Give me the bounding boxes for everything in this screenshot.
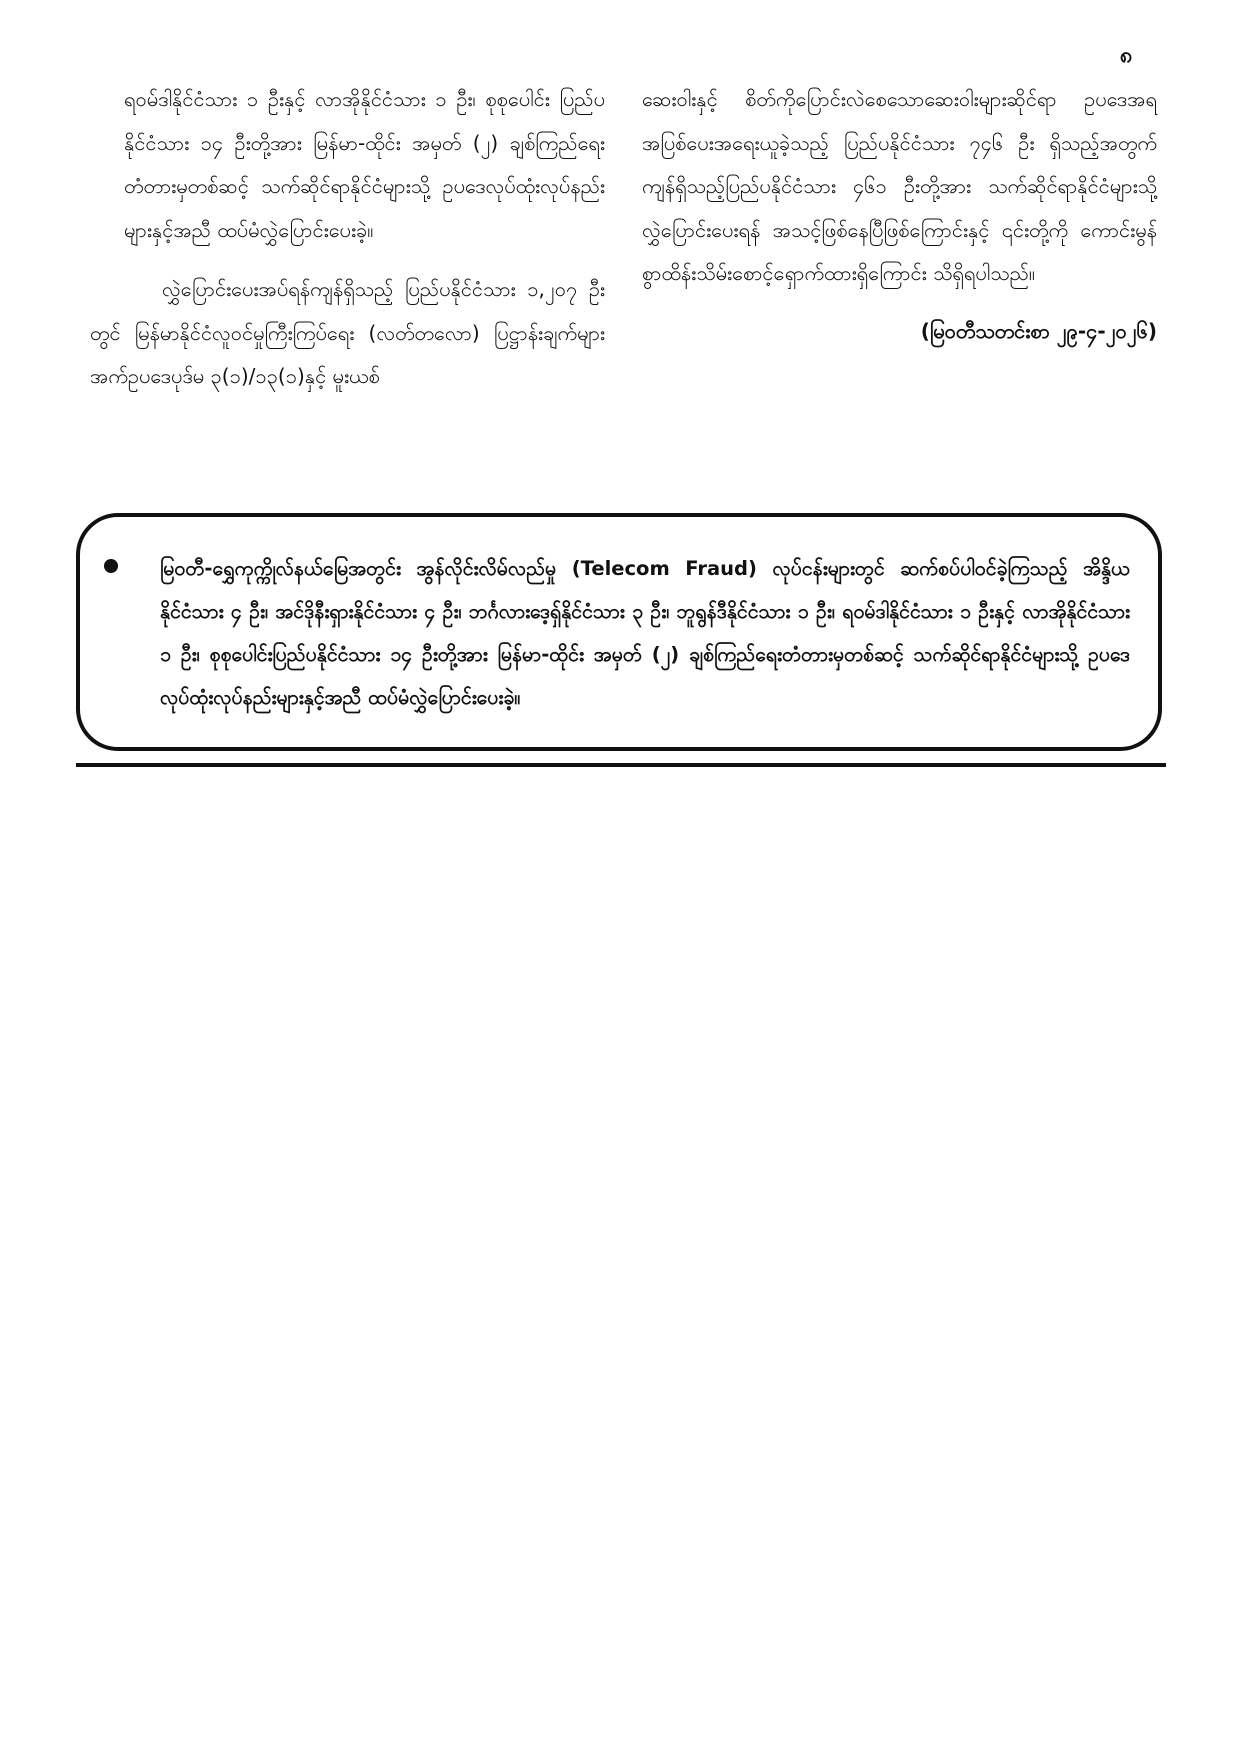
highlight-summary-box [76, 513, 1162, 751]
bottom-divider [76, 763, 1166, 767]
page-number: ၈ [1120, 43, 1133, 68]
bullet-icon [104, 559, 118, 573]
left-paragraph-2: လွှဲပြောင်းပေးအပ်ရန်ကျန်ရှိသည့် ပြည်ပနိုင်ငံသား ၁,၂၀၇ ဦးတွင် မြန်မာနိုင်ငံလူဝင်မှုကြီးကြပ်ရေး (လတ်တလော) ပြဋ္ဌာန်းချက်များအက်ဥပဒေပုဒ်မ ၃(၁)/၁၃(၁)နှင့် မူးယစ် [90, 277, 605, 388]
right-column [642, 78, 1157, 498]
left-column [90, 78, 605, 498]
source-citation: (မြဝတီသတင်းစာ ၂၉-၄-၂၀၂၆) [920, 318, 1157, 343]
right-paragraph-1: ဆေးဝါးနှင့် စိတ်ကိုပြောင်းလဲစေသောဆေးဝါးများဆိုင်ရာ ဥပဒေအရ အပြစ်ပေးအရေးယူခဲ့သည့် ပြည်ပနိုင်ငံသား ၇၄၆ ဦး ရှိသည့်အတွက် ကျန်ရှိသည့်ပြည်ပနိုင်ငံသား ၄၆၁ ဦးတို့အား သက်ဆိုင်ရာနိုင်ငံများသို့ လွှဲပြောင်းပေးရန် အသင့်ဖြစ်နေပြီဖြစ်ကြောင်းနှင့် ၎င်းတို့ကို ကောင်းမွန်စွာထိန်းသိမ်းစောင့်ရှောက်ထားရှိကြောင်း သိရှိရပါသည်။ [642, 87, 1157, 285]
left-paragraph-1: ရဝမ်ဒါနိုင်ငံသား ၁ ဦးနှင့် လာအိုနိုင်ငံသား ၁ ဦး၊ စုစုပေါင်း ပြည်ပနိုင်ငံသား ၁၄ ဦးတို့အား မြန်မာ-ထိုင်း အမှတ် (၂) ချစ်ကြည်ရေးတံတားမှတစ်ဆင့် သက်ဆိုင်ရာနိုင်ငံများသို့ ဥပဒေလုပ်ထုံးလုပ်နည်းများနှင့်အညီ ထပ်မံလွှဲပြောင်းပေးခဲ့။ [124, 87, 605, 242]
article-columns [90, 78, 1157, 498]
highlight-bullet-text: မြဝတီ-ရွှေကုက္ကိုလ်နယ်မြေအတွင်း အွန်လိုင်းလိမ်လည်မှု (Telecom Fraud) လုပ်ငန်းများတွင် ဆက်စပ်ပါဝင်ခဲ့ကြသည့် အိန္ဒိယနိုင်ငံသား ၄ ဦး၊ အင်ဒိုနီးရှားနိုင်ငံသား ၄ ဦး၊ ဘင်္ဂလားဒေ့ရှ်နိုင်ငံသား ၃ ဦး၊ ဘူရွန်ဒီနိုင်ငံသား ၁ ဦး၊ ရဝမ်ဒါနိုင်ငံသား ၁ ဦးနှင့် လာအိုနိုင်ငံသား ၁ ဦး၊ စုစုပေါင်းပြည်ပနိုင်ငံသား ၁၄ ဦးတို့အား မြန်မာ-ထိုင်း အမှတ် (၂) ချစ်ကြည်ရေးတံတားမှတစ်ဆင့် သက်ဆိုင်ရာနိုင်ငံများသို့ ဥပဒေလုပ်ထုံးလုပ်နည်းများနှင့်အညီ ထပ်မံလွှဲပြောင်းပေးခဲ့။ [160, 557, 1130, 709]
